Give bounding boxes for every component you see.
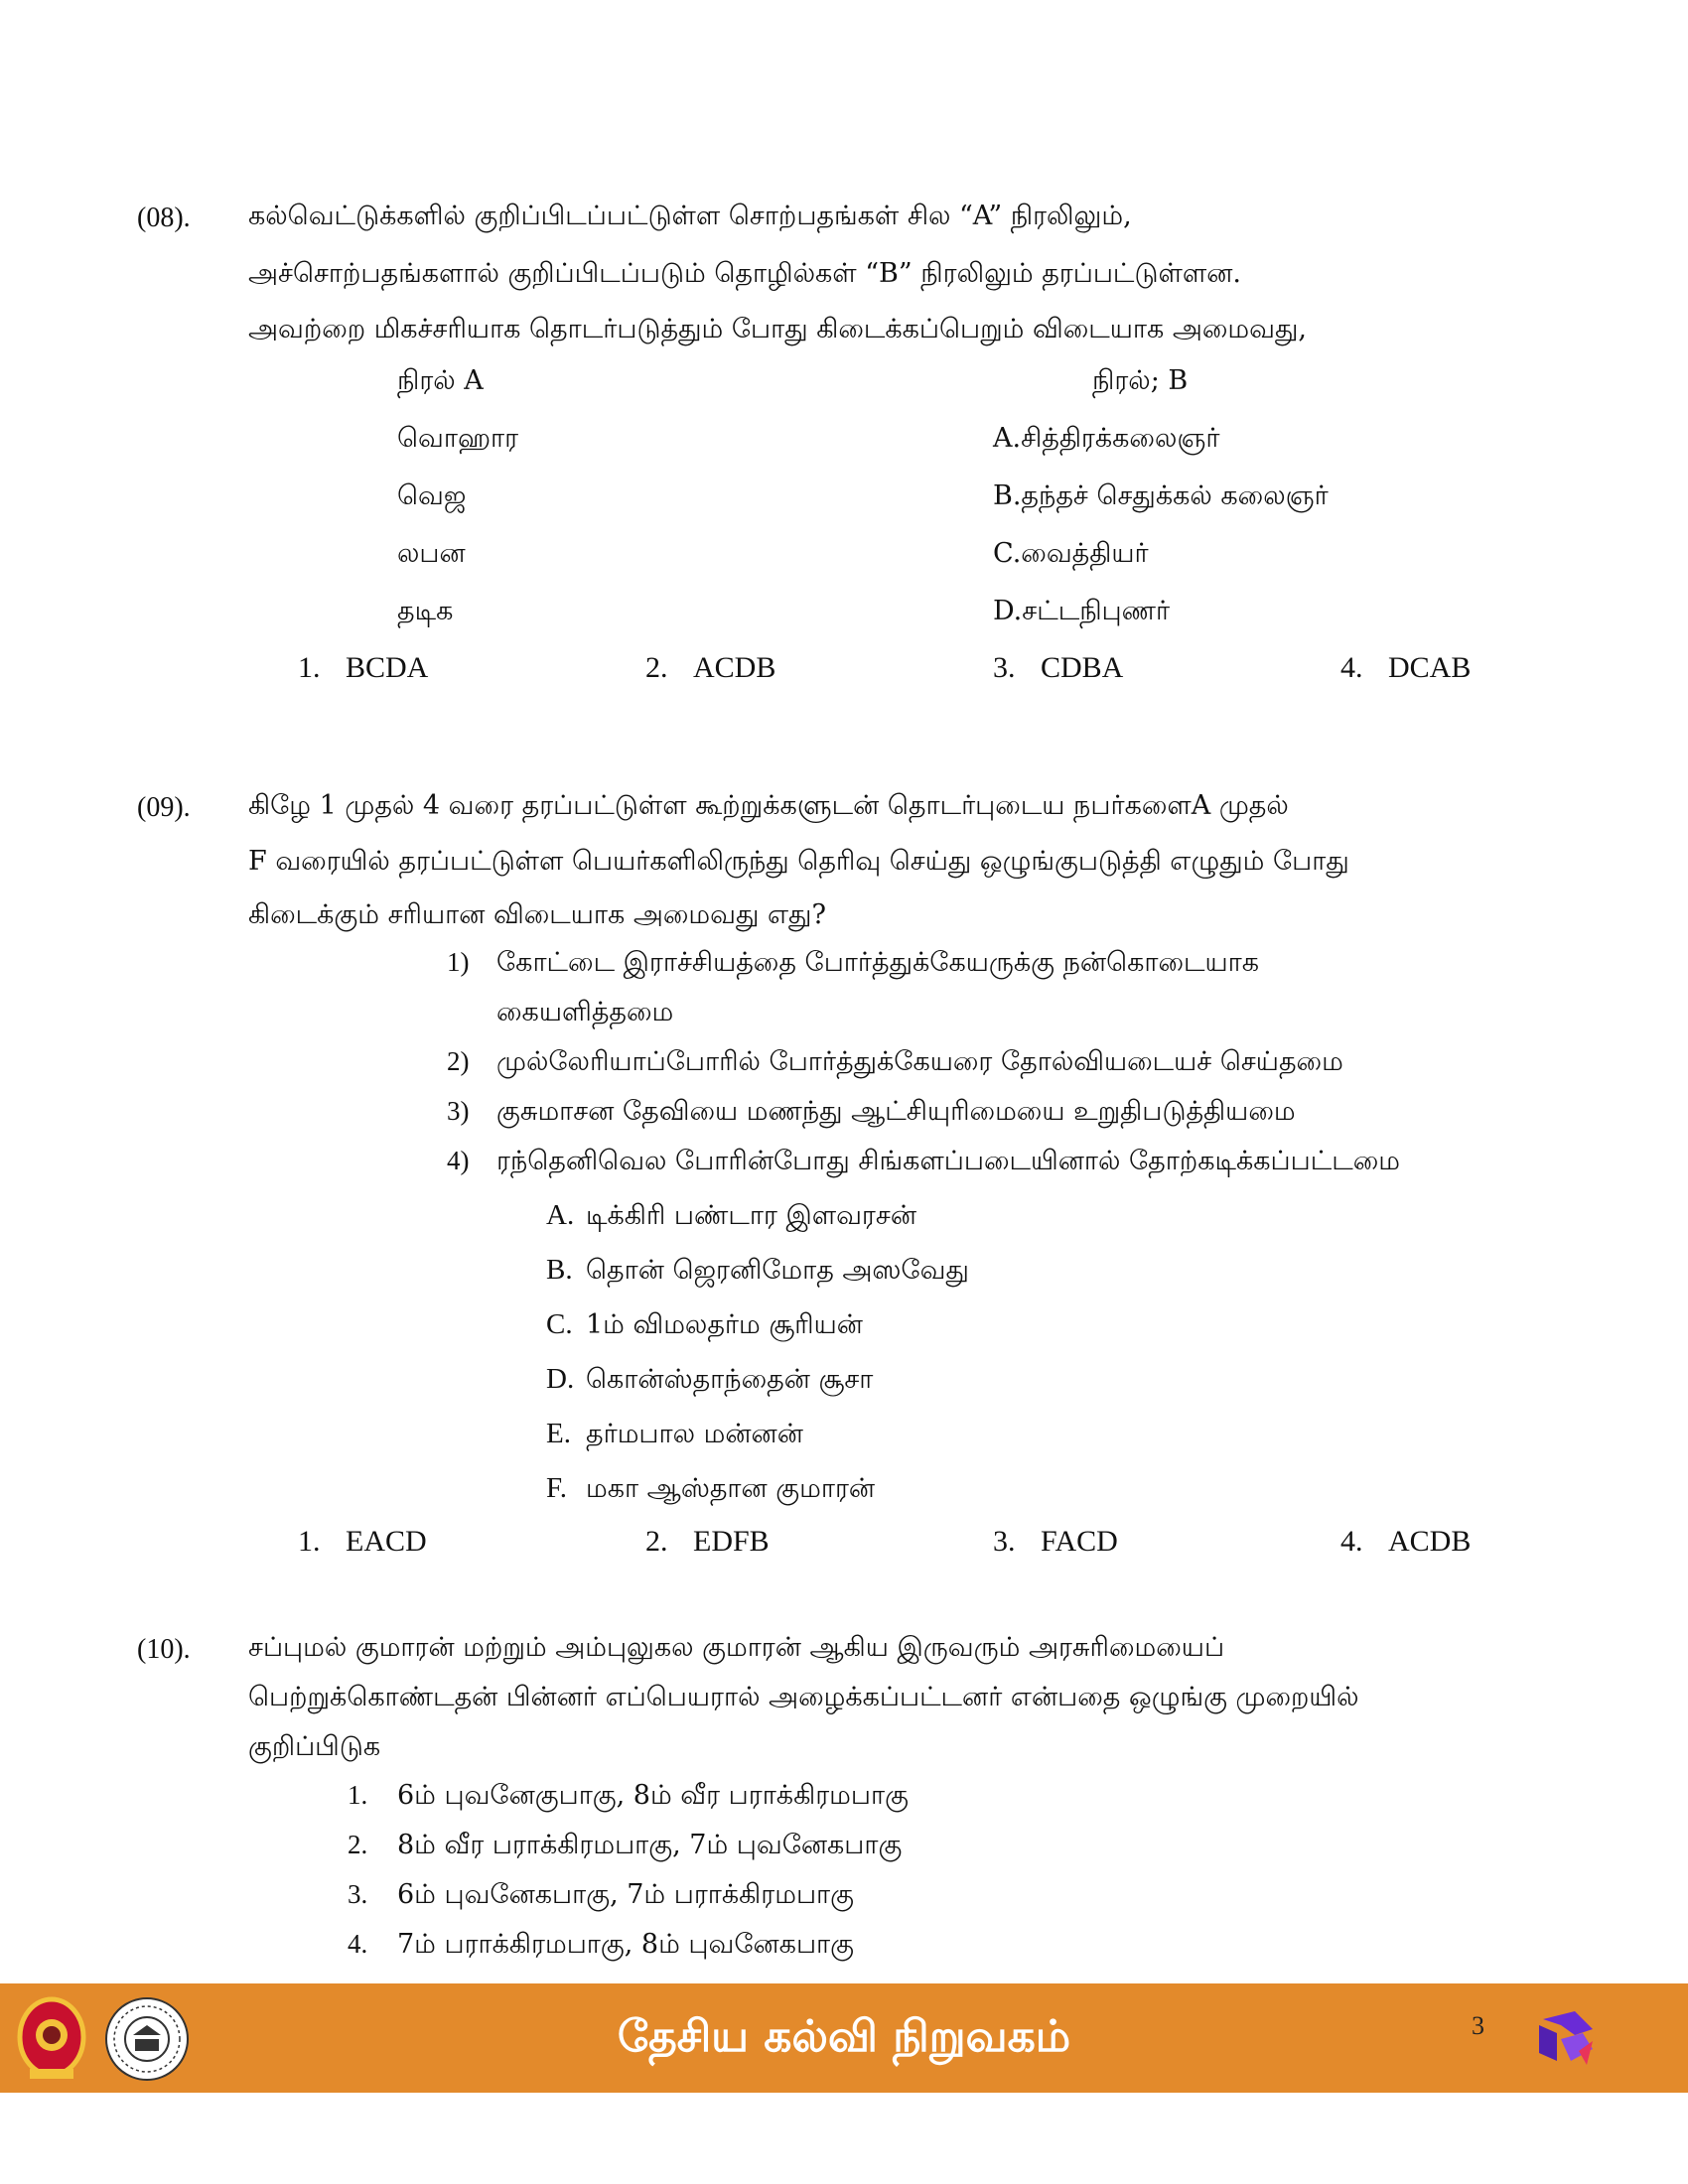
name-item	[546, 1199, 916, 1235]
option-number: 1.	[298, 1525, 321, 1558]
option-number: 2.	[645, 651, 668, 684]
option-number: 1.	[348, 1780, 368, 1810]
option-number: 3.	[993, 651, 1016, 684]
statement-number: 1)	[447, 947, 470, 977]
answer-option[interactable]	[348, 1929, 854, 1964]
answer-option[interactable]	[298, 1525, 427, 1559]
answer-option[interactable]	[645, 1525, 770, 1559]
name-text: மகா ஆஸ்தான குமாரன்	[586, 1473, 876, 1504]
name-letter: E.	[546, 1418, 571, 1449]
question-number: (08).	[137, 203, 191, 233]
option-text: 8ம் வீர பராக்கிரமபாகு, 7ம் புவனேகபாகு	[397, 1830, 903, 1860]
question-text-line: கிழே 1 முதல் 4 வரை தரப்பட்டுள்ள கூற்றுக்களுடன் தொடர்புடைய நபர்களைA முதல்	[248, 790, 1289, 821]
option-number: 3.	[348, 1879, 368, 1909]
column-b-item: D.சட்டநிபுணர்	[993, 596, 1171, 626]
column-b-item: A.சித்திரக்கலைஞர்	[993, 423, 1220, 454]
option-text: FACD	[1041, 1525, 1118, 1558]
question-text-line: F வரையில் தரப்பட்டுள்ள பெயர்களிலிருந்து தெரிவு செய்து ஒழுங்குபடுத்தி எழுதும் போது	[248, 846, 1349, 877]
question-text-line: கிடைக்கும் சரியான விடையாக அமைவது எது?	[248, 899, 826, 930]
answer-option[interactable]	[1340, 1525, 1471, 1559]
column-a-item: லபன	[397, 538, 466, 569]
option-number: 2.	[645, 1525, 668, 1558]
name-letter: A.	[546, 1199, 575, 1231]
name-text: தர்மபால மன்னன்	[586, 1419, 803, 1449]
answer-option[interactable]	[348, 1830, 902, 1864]
statement-number: 4)	[447, 1146, 470, 1175]
option-text: 7ம் பராக்கிரமபாகு, 8ம் புவனேகபாகு	[397, 1929, 854, 1960]
answer-option[interactable]	[645, 651, 775, 685]
option-text: EDFB	[693, 1525, 770, 1558]
option-number: 4.	[1340, 1525, 1363, 1558]
option-number: 3.	[993, 1525, 1016, 1558]
option-number: 1.	[298, 651, 321, 684]
name-text: கொன்ஸ்தாந்தைன் சூசா	[586, 1364, 874, 1395]
option-text: 6ம் புவனேகபாகு, 7ம் பராக்கிரமபாகு	[397, 1879, 854, 1910]
page-number: 3	[1472, 2011, 1484, 2040]
question-text-line: குறிப்பிடுக	[248, 1731, 381, 1762]
statement-text: ரந்தெனிவெல போரின்போது சிங்களப்படையினால் தோற்கடிக்கப்பட்டமை	[496, 1146, 1400, 1176]
question-text-line: சப்புமல் குமாரன் மற்றும் அம்புலுகல குமாரன் ஆகிய இருவரும் அரசுரிமையைப்	[248, 1632, 1225, 1663]
statement-item	[447, 1146, 1400, 1180]
name-letter: C.	[546, 1308, 573, 1340]
option-text: BCDA	[346, 651, 429, 684]
answer-option[interactable]	[348, 1780, 909, 1815]
question-number: (09).	[137, 792, 191, 823]
name-text: தொன் ஜெரனிமோத அஸவேது	[586, 1255, 969, 1286]
option-text: DCAB	[1388, 651, 1472, 684]
statement-item	[447, 1096, 1296, 1131]
column-b-item: B.தந்தச் செதுக்கல் கலைஞர்	[993, 480, 1329, 511]
name-item	[546, 1472, 875, 1508]
name-letter: F.	[546, 1472, 568, 1504]
name-letter: B.	[546, 1254, 573, 1286]
option-text: ACDB	[693, 651, 776, 684]
name-text: டிக்கிரி பண்டார இளவரசன்	[586, 1200, 917, 1231]
name-text: 1ம் விமலதர்ம சூரியன்	[586, 1309, 863, 1340]
statement-text: முல்லேரியாப்போரில் போர்த்துக்கேயரை தோல்வியடையச் செய்தமை	[496, 1046, 1343, 1077]
statement-text: குசுமாசன தேவியை மணந்து ஆட்சியுரிமையை உறுதிபடுத்தியமை	[496, 1096, 1296, 1127]
option-text: CDBA	[1041, 651, 1124, 684]
column-a-item: வொஹார	[397, 423, 519, 454]
option-text: ACDB	[1388, 1525, 1472, 1558]
name-item	[546, 1418, 803, 1453]
column-a-header: நிரல் A	[397, 365, 484, 396]
statement-item	[447, 947, 1259, 982]
answer-option[interactable]	[993, 651, 1123, 685]
name-item	[546, 1363, 873, 1399]
statement-item	[447, 1046, 1343, 1081]
name-item	[546, 1308, 863, 1344]
name-letter: D.	[546, 1363, 575, 1395]
option-number: 2.	[348, 1830, 368, 1859]
option-text: EACD	[346, 1525, 427, 1558]
statement-text: கோட்டை இராச்சியத்தை போர்த்துக்கேயருக்கு நன்கொடையாக	[496, 947, 1260, 978]
option-number: 4.	[1340, 651, 1363, 684]
footer-banner	[0, 1983, 1688, 2093]
statement-text-continued: கையளித்தமை	[496, 997, 674, 1027]
question-text-line: அவற்றை மிகச்சரியாக தொடர்படுத்தும் போது கிடைக்கப்பெறும் விடையாக அமைவது,	[248, 314, 1307, 344]
column-a-item: வெஜ	[397, 480, 467, 511]
name-item	[546, 1254, 969, 1290]
option-text: 6ம் புவனேகுபாகு, 8ம் வீர பராக்கிரமபாகு	[397, 1780, 909, 1811]
column-b-item: C.வைத்தியர்	[993, 538, 1149, 569]
statement-number: 3)	[447, 1096, 470, 1126]
question-number: (10).	[137, 1634, 191, 1665]
answer-option[interactable]	[298, 651, 428, 685]
column-b-header: நிரல்; B	[1092, 365, 1189, 396]
answer-option[interactable]	[1340, 651, 1471, 685]
question-text-line: கல்வெட்டுக்களில் குறிப்பிடப்பட்டுள்ள சொற்பதங்கள் சில “A” நிரலிலும்,	[248, 201, 1132, 231]
answer-option[interactable]	[993, 1525, 1118, 1559]
brand-logo-icon	[1535, 2011, 1599, 2069]
option-number: 4.	[348, 1929, 368, 1959]
question-text-line: பெற்றுக்கொண்டதன் பின்னர் எப்பெயரால் அழைக்கப்பட்டனர் என்பதை ஒழுங்கு முறையில்	[248, 1682, 1359, 1712]
answer-option[interactable]	[348, 1879, 854, 1914]
statement-number: 2)	[447, 1046, 470, 1076]
question-text-line: அச்சொற்பதங்களால் குறிப்பிடப்படும் தொழில்கள் “B” நிரலிலும் தரப்பட்டுள்ளன.	[248, 258, 1242, 289]
footer-title: தேசிய கல்வி நிறுவகம்	[617, 2011, 1071, 2062]
column-a-item: தடிக	[397, 596, 454, 626]
